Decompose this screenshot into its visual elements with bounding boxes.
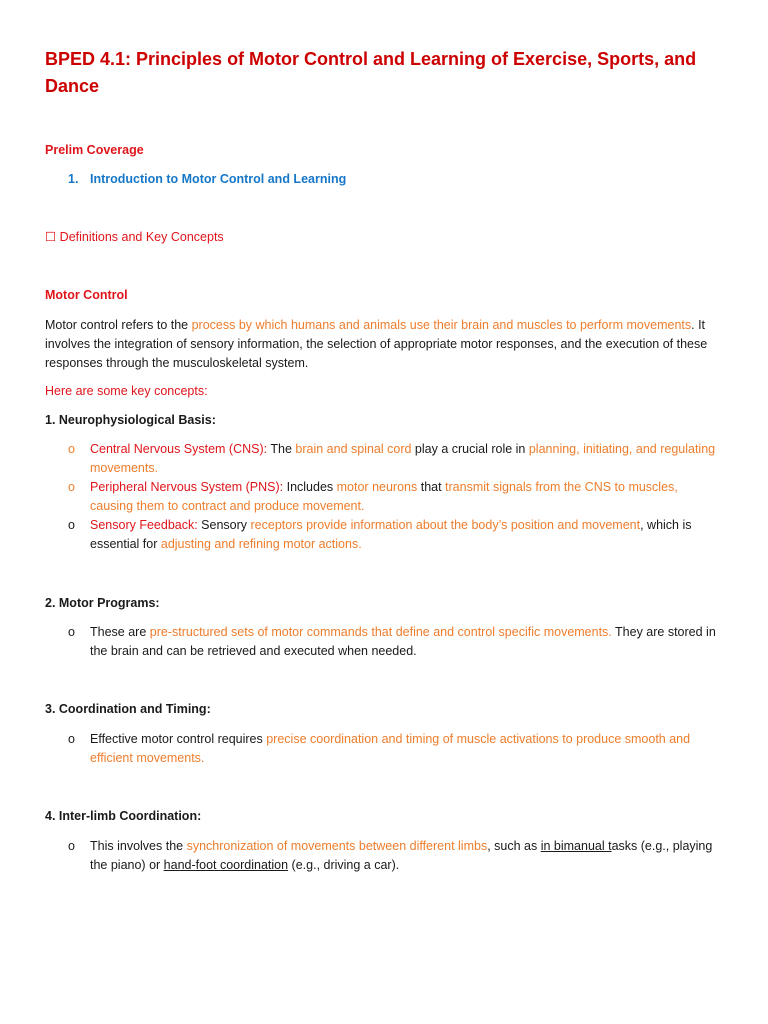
section-heading: 3. Coordination and Timing: bbox=[45, 702, 211, 716]
bullet-text: asks (e.g., playing the piano) or bbox=[90, 839, 713, 872]
prelim-heading: Prelim Coverage bbox=[45, 143, 144, 157]
bullet-highlight: planning, initiating, and regulating movements. bbox=[90, 442, 716, 475]
motor-control-heading: Motor Control bbox=[45, 288, 128, 302]
bullet-marker: o bbox=[68, 839, 75, 853]
list-item bbox=[68, 478, 723, 516]
bullet-highlight: precise coordination and timing of muscle activations to produce smooth and efficient movements. bbox=[90, 732, 691, 765]
bullet-text: The bbox=[267, 442, 296, 456]
bullet-highlight: transmit signals from the CNS to muscles, causing them to contract and produce movement. bbox=[90, 480, 678, 513]
motor-control-paragraph bbox=[45, 316, 725, 373]
topic-label: Introduction to Motor Control and Learning bbox=[90, 172, 347, 186]
underlined-text: hand-foot coordination bbox=[163, 858, 289, 872]
bullet-highlight: synchronization of movements between different limbs bbox=[186, 839, 488, 853]
section-heading: 4. Inter-limb Coordination: bbox=[45, 809, 202, 823]
bullet-text: , which is essential for bbox=[90, 518, 692, 551]
bullet-highlight: brain and spinal cord bbox=[295, 442, 412, 456]
list-item bbox=[68, 440, 723, 478]
para-text: . It involves the integration of sensory information, the selection of appropriate motor responses, and the execution of these responses through the musculoskeletal system. bbox=[45, 318, 708, 370]
section-heading: 2. Motor Programs: bbox=[45, 596, 160, 610]
bullet-marker: o bbox=[68, 480, 75, 494]
bullet-label: Sensory Feedback: bbox=[90, 518, 198, 532]
section-heading: 1. Neurophysiological Basis: bbox=[45, 413, 216, 427]
para-highlight: process by which humans and animals use their brain and muscles to perform movements bbox=[191, 318, 692, 332]
bullet-marker: o bbox=[68, 518, 75, 532]
bullet-text: that bbox=[417, 480, 446, 494]
bullet-label: Peripheral Nervous System (PNS): bbox=[90, 480, 284, 494]
definitions-label: ☐ Definitions and Key Concepts bbox=[45, 230, 224, 244]
document-title: BPED 4.1: Principles of Motor Control and Learning of Exercise, Sports, and Dance bbox=[45, 49, 697, 96]
bullet-text: Effective motor control requires bbox=[90, 732, 267, 746]
topic-list-item bbox=[68, 170, 346, 189]
underlined-text: in bimanual t bbox=[540, 839, 612, 853]
para-text: Motor control refers to the bbox=[45, 318, 192, 332]
bullet-highlight: adjusting and refining motor actions. bbox=[160, 537, 362, 551]
bullet-text: These are bbox=[90, 625, 150, 639]
list-item bbox=[68, 837, 723, 875]
key-concepts-intro: Here are some key concepts: bbox=[45, 384, 208, 398]
bullet-text: (e.g., driving a car). bbox=[288, 858, 400, 872]
bullet-text: , such as bbox=[487, 839, 541, 853]
list-item bbox=[68, 516, 723, 554]
bullet-text: This involves the bbox=[90, 839, 187, 853]
bullet-text: play a crucial role in bbox=[411, 442, 529, 456]
bullet-marker: o bbox=[68, 625, 75, 639]
list-item bbox=[68, 623, 723, 661]
topic-number: 1. bbox=[68, 172, 79, 186]
bullet-marker: o bbox=[68, 732, 75, 746]
list-item bbox=[68, 730, 723, 768]
bullet-label: Central Nervous System (CNS): bbox=[90, 442, 268, 456]
bullet-marker: o bbox=[68, 442, 75, 456]
bullet-highlight: pre-structured sets of motor commands that define and control specific movements. bbox=[149, 625, 612, 639]
bullet-highlight: motor neurons bbox=[336, 480, 418, 494]
bullet-text: They are stored in the brain and can be retrieved and executed when needed. bbox=[90, 625, 716, 658]
bullet-text: Includes bbox=[283, 480, 337, 494]
bullet-highlight: receptors provide information about the body’s position and movement bbox=[250, 518, 641, 532]
bullet-text: Sensory bbox=[197, 518, 251, 532]
